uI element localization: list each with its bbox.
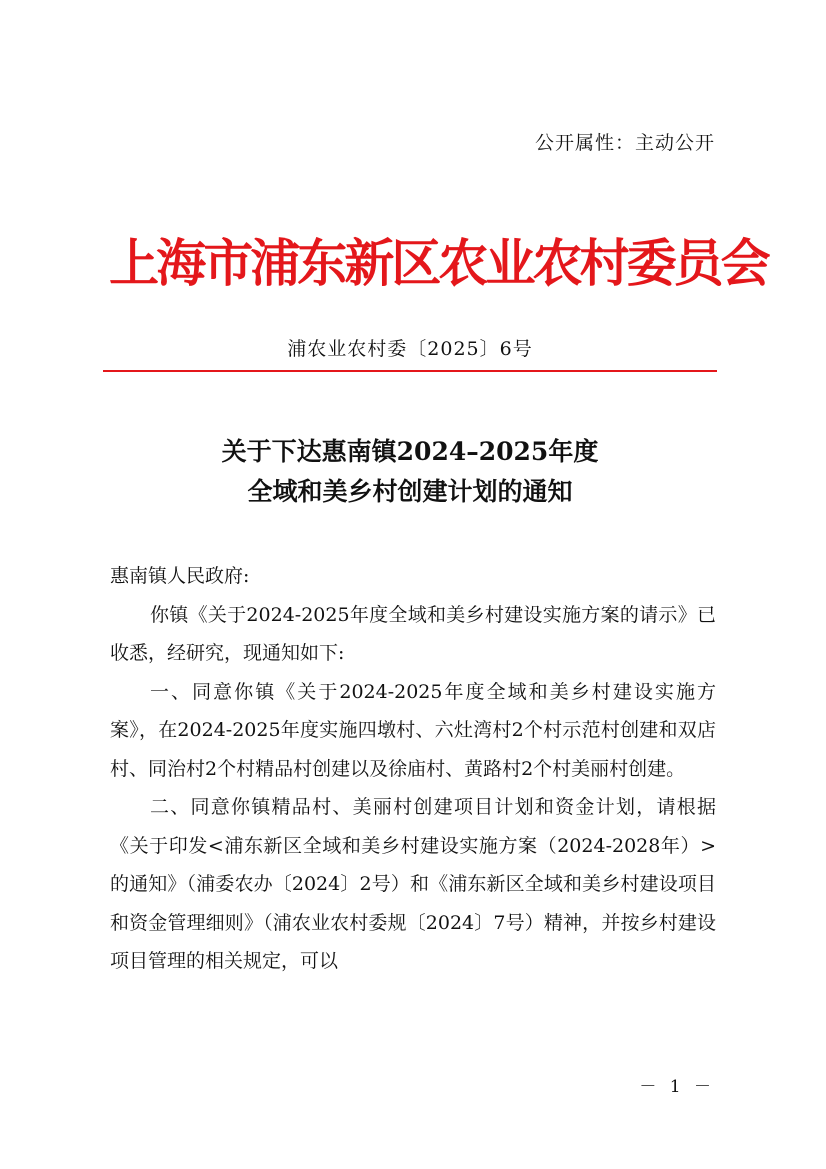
issuer-masthead: 上海市浦东新区农业农村委员会 bbox=[109, 235, 768, 294]
title-line-1: 关于下达惠南镇2024–2025年度 bbox=[221, 437, 599, 466]
red-divider-line bbox=[103, 370, 717, 372]
document-title bbox=[103, 432, 717, 512]
page-number: － 1 － bbox=[639, 1077, 715, 1097]
salutation: 惠南镇人民政府: bbox=[110, 565, 250, 587]
document-number: 浦农业农村委〔2025〕6号 bbox=[287, 338, 533, 360]
disclosure-attribute: 公开属性：主动公开 bbox=[534, 132, 715, 154]
title-line-2: 全域和美乡村创建计划的通知 bbox=[247, 477, 573, 506]
body-paragraph: 一、同意你镇《关于2024-2025年度全域和美乡村建设实施方案》，在2024-2025年度实施四墩村、六灶湾村2个村示范村创建和双店村、同治村2个村精品村创建以及徐庙村、黄路村2个村美丽村创建。 bbox=[110, 680, 716, 780]
document-body bbox=[110, 557, 716, 981]
body-paragraph: 二、同意你镇精品村、美丽村创建项目计划和资金计划，请根据《关于印发<浦东新区全域和美乡村建设实施方案（2024-2028年）>的通知》（浦委农办〔2024〕2号）和《浦东新区全域和美乡村建设项目和资金管理细则》（浦农业农村委规〔2024〕7号）精神，并按乡村建设项目管理的相关规定，可以 bbox=[110, 796, 716, 972]
body-paragraph: 你镇《关于2024-2025年度全域和美乡村建设实施方案的请示》已收悉，经研究，现通知如下: bbox=[110, 603, 716, 664]
